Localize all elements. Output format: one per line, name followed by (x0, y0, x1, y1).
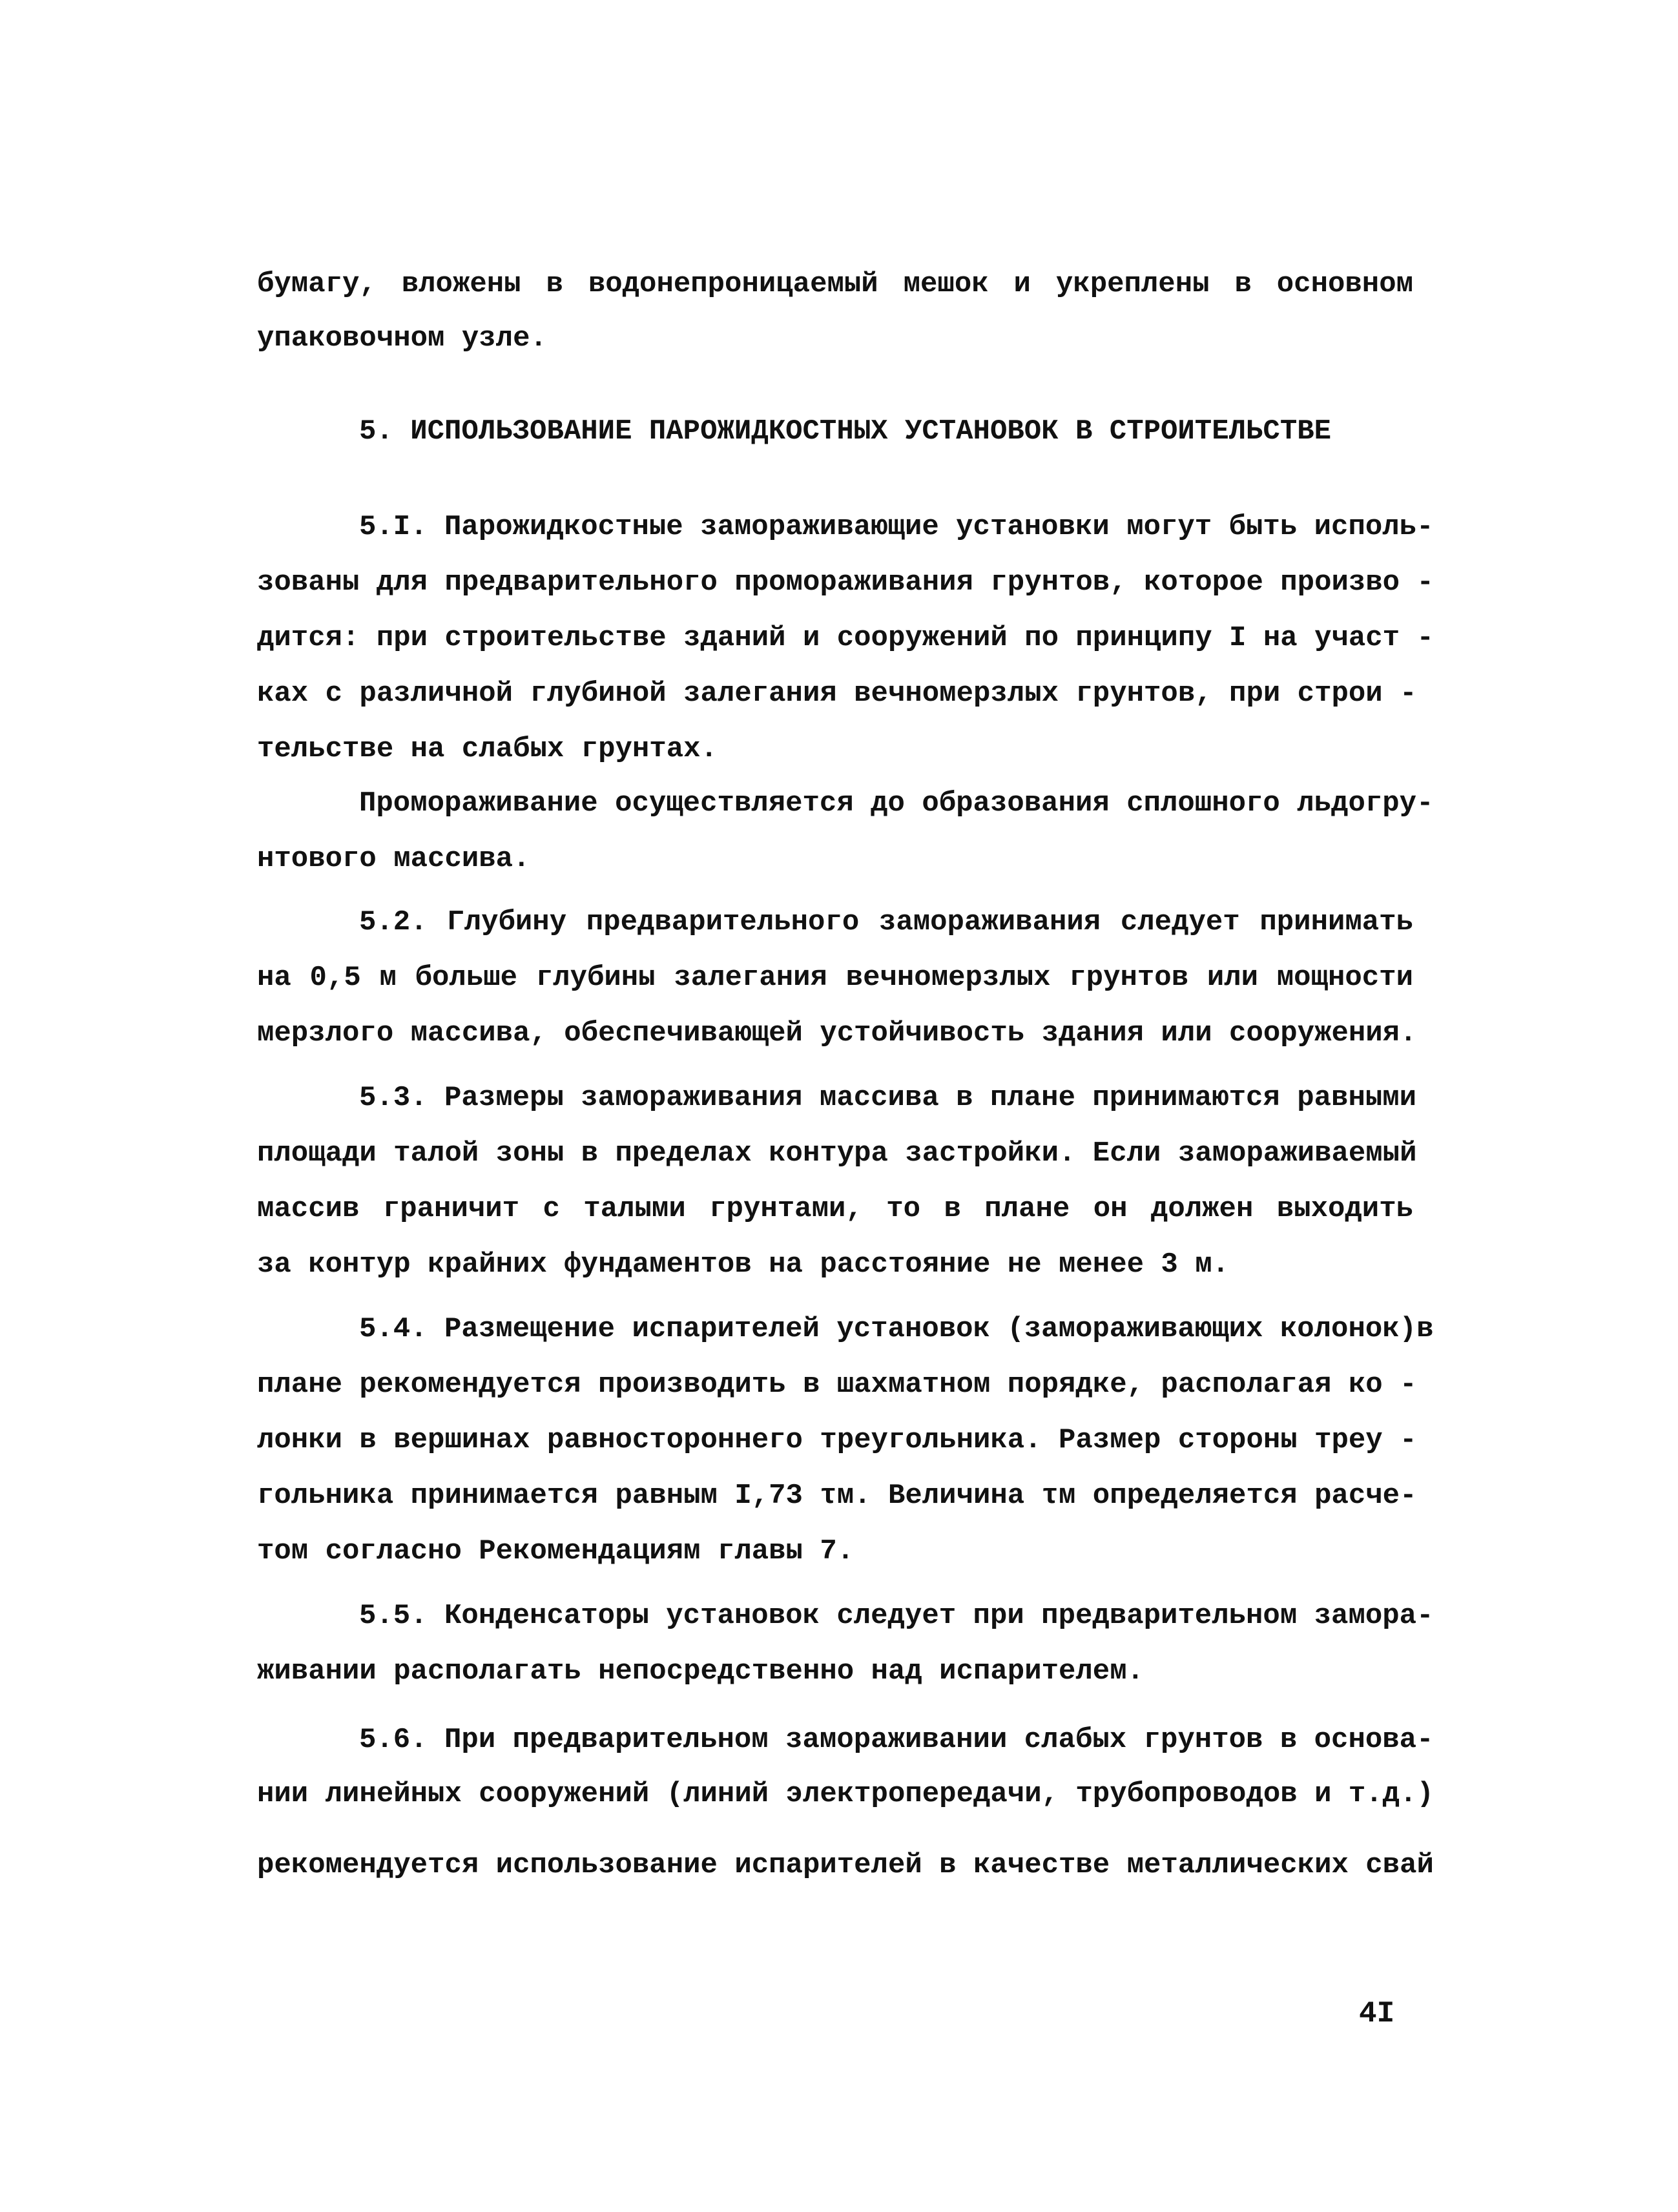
paragraph-5-6-line-1: 5.6. При предварительном замораживании слабых грунтов в основа- (359, 1724, 1434, 1756)
paragraph-5-3-line-4: за контур крайних фундаментов на расстояние не менее 3 м. (257, 1248, 1230, 1281)
paragraph-5-4-line-1: 5.4. Размещение испарителей установок (замораживающих колонок)в (359, 1313, 1434, 1345)
paragraph-5-1-line-1: 5.I. Парожидкостные замораживающие установки могут быть исполь- (359, 511, 1434, 543)
intro-line-1: бумагу, вложены в водонепроницаемый мешок и укреплены в основном (257, 268, 1413, 300)
paragraph-5-1-line-4: ках с различной глубиной залегания вечномерзлых грунтов, при строи - (257, 677, 1417, 710)
paragraph-5-1b-line-1: Промораживание осуществляется до образования сплошного льдогру- (359, 787, 1434, 820)
paragraph-5-6-line-2: нии линейных сооружений (линий электропередачи, трубопроводов и т.д.) (257, 1778, 1434, 1810)
paragraph-5-1-line-2: зованы для предварительного промораживания грунтов, которое произво - (257, 566, 1434, 599)
section-heading: 5. ИСПОЛЬЗОВАНИЕ ПАРОЖИДКОСТНЫХ УСТАНОВОК В СТРОИТЕЛЬСТВЕ (359, 415, 1332, 448)
paragraph-5-2-line-1: 5.2. Глубину предварительного замораживания следует принимать (359, 906, 1413, 938)
page-number: 4I (1359, 1997, 1395, 2031)
paragraph-5-6-line-3: рекомендуется использование испарителей в качестве металлических свай (257, 1849, 1434, 1881)
paragraph-5-2-line-3: мерзлого массива, обеспечивающей устойчивость здания или сооружения. (257, 1017, 1417, 1049)
paragraph-5-5-line-1: 5.5. Конденсаторы установок следует при предварительном замора- (359, 1600, 1434, 1632)
paragraph-5-4-line-5: том согласно Рекомендациям главы 7. (257, 1535, 855, 1567)
paragraph-5-4-line-4: гольника принимается равным I,73 τм. Величина τм определяется расче- (257, 1480, 1417, 1512)
paragraph-5-5-line-2: живании располагать непосредственно над испарителем. (257, 1655, 1145, 1688)
paragraph-5-2-line-2: на 0,5 м больше глубины залегания вечномерзлых грунтов или мощности (257, 962, 1413, 994)
intro-line-2: упаковочном узле. (257, 322, 547, 355)
paragraph-5-1-line-5: тельстве на слабых грунтах. (257, 733, 718, 765)
paragraph-5-1b-line-2: нтового массива. (257, 843, 530, 875)
paragraph-5-4-line-3: лонки в вершинах равностороннего треугольника. Размер стороны треу - (257, 1424, 1417, 1456)
paragraph-5-3-line-1: 5.3. Размеры замораживания массива в плане принимаются равными (359, 1082, 1417, 1114)
paragraph-5-1-line-3: дится: при строительстве зданий и сооружений по принципу I на участ - (257, 622, 1434, 654)
paragraph-5-3-line-2: площади талой зоны в пределах контура застройки. Если замораживаемый (257, 1137, 1417, 1170)
paragraph-5-3-line-3: массив граничит с талыми грунтами, то в плане он должен выходить (257, 1193, 1413, 1225)
paragraph-5-4-line-2: плане рекомендуется производить в шахматном порядке, располагая ко - (257, 1369, 1417, 1401)
